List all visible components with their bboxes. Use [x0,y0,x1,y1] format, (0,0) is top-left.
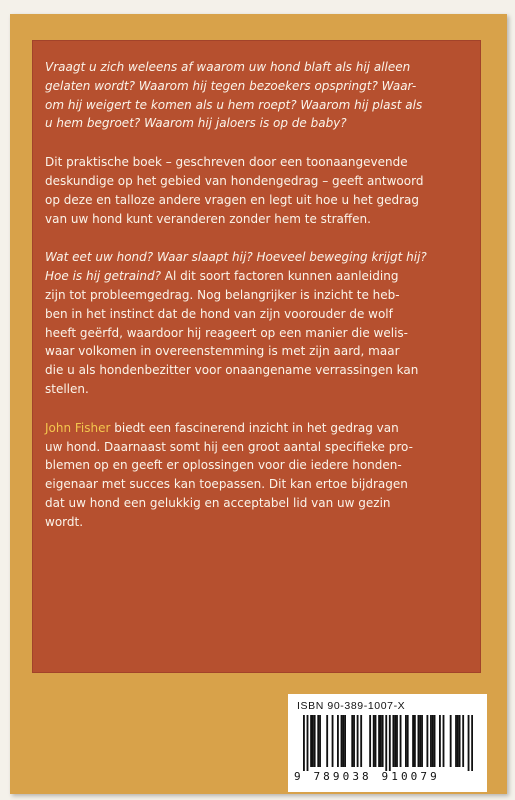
barcode-digits: 9 789038 910079 [294,770,440,783]
barcode-bar [385,715,387,771]
barcode-bar [430,715,432,767]
barcode-bar [462,715,464,767]
text-line: stellen. [45,381,89,396]
blurb-paragraph-questions [45,58,476,133]
author-name: John Fisher [45,420,111,435]
barcode-bar [319,715,321,767]
barcode-bar [341,715,343,767]
blurb-paragraph-about-book [45,153,476,228]
text-line: Vraagt u zich weleens af waarom uw hond blaft als hij alleen [45,60,411,74]
blurb-text [45,58,476,552]
text-line: eigenaar met succes kan toepassen. Dit kan ertoe bijdragen [45,477,408,492]
barcode-bar [303,715,305,771]
barcode-bar [412,715,414,767]
barcode-bar [414,715,416,767]
barcode-bar [419,715,421,767]
text-line-rest: biedt een fascinerend inzicht in het gedrag van [110,420,399,435]
book-back-cover [10,14,507,794]
barcode-bar [373,715,375,767]
barcode-bar [310,715,312,767]
barcode-bar [443,715,445,767]
barcode-bar [389,715,391,771]
barcode-bar [434,715,436,767]
barcode-bar [382,715,384,767]
barcode-bar [369,715,371,767]
barcode-bar [353,715,355,767]
barcode-bar [337,715,339,767]
barcode-bar [357,715,359,767]
barcode-bar [471,715,473,771]
barcode-label [288,694,487,792]
barcode-bar [432,715,434,767]
text-line: zijn tot probleemgedrag. Nog belangrijker is inzicht te heb- [45,287,400,302]
barcode-bar [392,715,394,767]
barcode-bar [380,715,382,767]
text-line: dat uw hond een gelukkig en acceptabel lid van uw gezin [45,495,391,510]
barcode-bar [360,715,362,767]
barcode-bar [314,715,316,767]
barcode-bar [317,715,319,767]
text-line: blemen op en geeft er oplossingen voor die iedere honden- [45,458,402,473]
barcode-bar [421,715,423,767]
barcode-bar [455,715,457,767]
text-line: deskundige op het gebied van hondengedrag – geeft antwoord [45,173,424,188]
barcode-bar [307,715,309,771]
text-line: Wat eet uw hond? Waar slaapt hij? Hoeveel beweging krijgt hij? [45,250,427,265]
barcode-bar [459,715,461,767]
text-line: om hij weigert te komen als u hem roept? Waarom hij plast als [45,97,423,112]
barcode-bar [400,715,402,767]
blurb-paragraph-factors [45,248,476,398]
text-line: waar volkomen in overeenstemming is met zijn aard, maar [45,344,400,359]
barcode-bar [326,715,328,767]
barcode-bar [450,715,452,767]
barcode-bar [351,715,353,767]
text-line: wordt. [45,514,84,529]
text-line: heeft geërfd, waardoor hij reageert op een manier die welis- [45,325,408,340]
text-line-italic-part: Hoe is hij getraind? [45,269,161,284]
isbn-number: ISBN 90-389-1007-X [297,700,406,712]
barcode-bar [378,715,380,767]
text-line: ben in het instinct dat de hond van zijn voorouder de wolf [45,306,393,321]
barcode-bars [303,715,473,771]
barcode-bar [344,715,346,767]
text-line: die u als hondenbezitter voor onaangename verrassingen kan [45,363,419,378]
blurb-paragraph-author [45,419,476,532]
blurb-panel [32,40,481,673]
barcode-bar [426,715,428,767]
barcode-bar [407,715,409,767]
barcode-bar [375,715,377,767]
barcode-bar [342,715,344,767]
text-line: gelaten wordt? Waarom hij tegen bezoekers opspringt? Waar- [45,78,417,93]
text-line: op deze en talloze andere vragen en legt uit hoe u het gedrag [45,192,419,207]
barcode-bar [418,715,420,767]
barcode-bar [468,715,470,771]
barcode-bar [394,715,396,767]
barcode-bar [332,715,334,767]
barcode-bar [457,715,459,767]
barcode-bar [405,715,407,767]
text-line: u hem begroet? Waarom hij jaloers is op de baby? [45,116,347,131]
text-line-rest: Al dit soort factoren kunnen aanleiding [160,269,399,284]
barcode-bar [312,715,314,767]
text-line: van uw hond kunt veranderen zonder hem te straffen. [45,211,371,226]
text-line: uw hond. Daarnaast somt hij een groot aantal specifieke pro- [45,439,413,454]
barcode-bar [396,715,398,767]
text-line: Dit praktische boek – geschreven door een toonaangevende [45,155,408,170]
barcode-bar [439,715,441,767]
